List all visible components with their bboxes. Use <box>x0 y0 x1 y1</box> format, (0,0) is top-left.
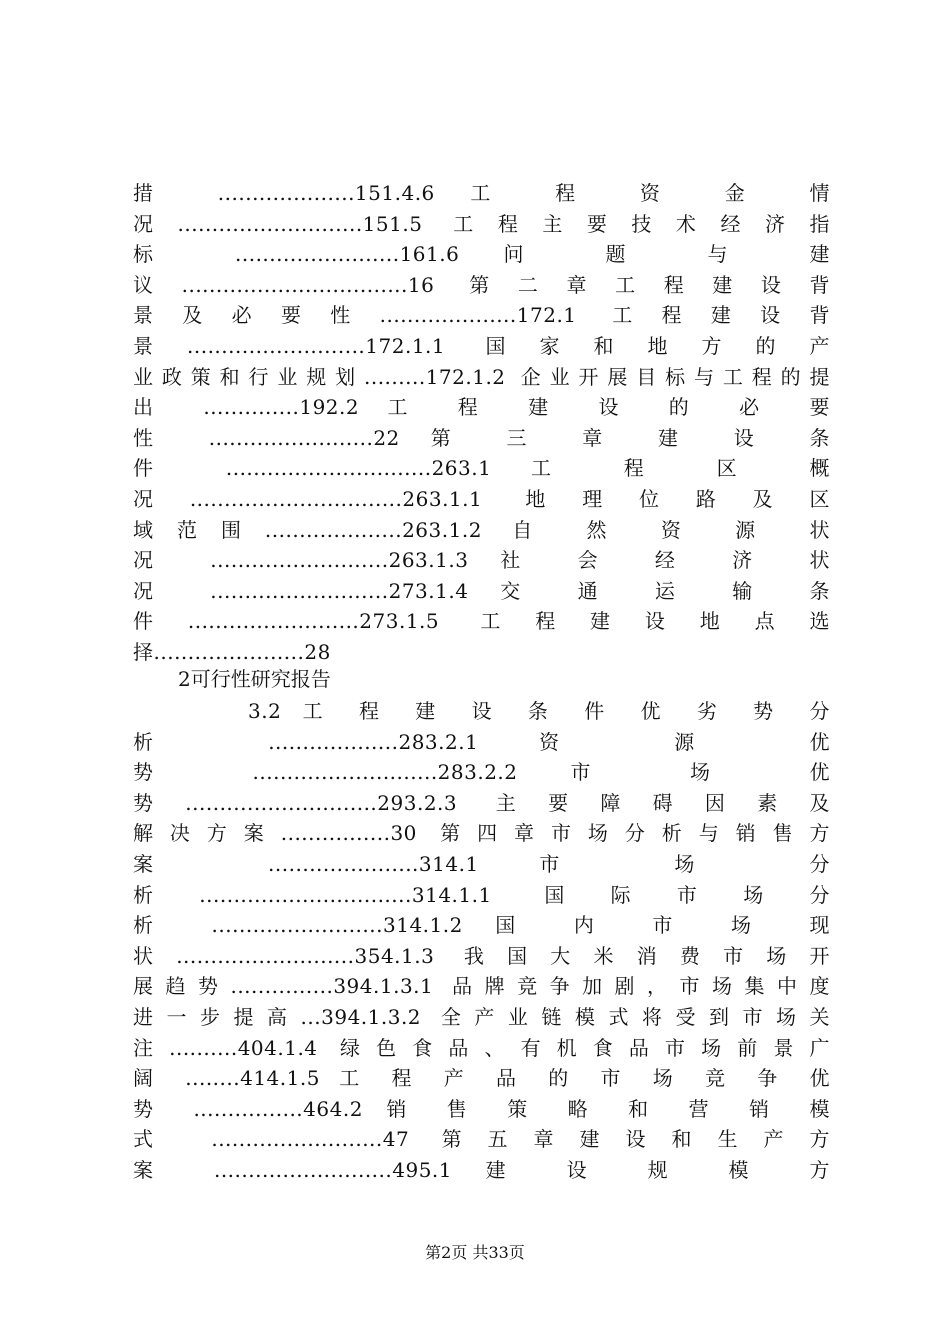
toc-line: 案 ......................314.1 市 场 分 <box>133 851 830 876</box>
toc-line: 景及必要性....................172.1 工程建设背 <box>133 303 830 328</box>
toc-line: 况 ..........................273.1.4 交 通 运 输 条 <box>133 578 830 603</box>
toc-line: 择......................28 <box>133 639 331 664</box>
toc-line: 况...............................263.1.1 地理位路及区 <box>133 486 830 511</box>
toc-line: 析...............................314.1.1 国际市场分 <box>133 882 830 907</box>
toc-block-1 <box>133 178 830 668</box>
toc-block-2 <box>133 696 830 1186</box>
toc-line: 势 ...........................283.2.2 市 场 优 <box>133 760 830 785</box>
toc-line: 措 ....................151.4.6 工 程 资 金 情 <box>133 181 830 205</box>
toc-line: 势............................293.2.3 主要障碍因素及 <box>133 790 830 815</box>
toc-line: 析 ...................283.2.1 资 源 优 <box>133 729 830 754</box>
toc-line: 景..........................172.1.1 国家和地方的产 <box>133 333 830 358</box>
toc-line: 状..........................354.1.3 我国大米消费市场开 <box>133 943 830 968</box>
toc-line: 况...........................151.5 工程主要技术经济指 <box>133 211 830 236</box>
page-footer: 第2页 共33页 <box>425 1243 525 1262</box>
toc-line: 式 .........................47 第五章建设和生产方 <box>133 1127 830 1152</box>
toc-line: 案 ..........................495.1 建 设 规 模 方 <box>133 1157 830 1182</box>
toc-line: 件.........................273.1.5 工程建设地点选 <box>133 609 830 634</box>
toc-line: 解决方案................30 第四章市场分析与销售方 <box>133 821 830 846</box>
section-subtitle: 2可行性研究报告 <box>178 667 331 691</box>
toc-line: 件 ..............................263.1 工 程 区 概 <box>133 456 830 481</box>
toc-line: 性 ........................22 第 三 章 建 设 条 <box>133 425 830 450</box>
toc-line: 势 ................464.2 销 售 策 略 和 营 销 模 <box>133 1096 830 1121</box>
toc-line: 3.2 工 程 建 设 条 件 优 劣 势 分 <box>248 699 830 723</box>
toc-line: 业政策和行业规划.........172.1.2 企业开展目标与工程的提 <box>133 364 830 389</box>
toc-line: 况 ..........................263.1.3 社 会 经 济 状 <box>133 548 830 573</box>
toc-line: 注..........404.1.4 绿色食品、有机食品市场前景广 <box>133 1035 830 1060</box>
toc-line: 标 ........................161.6 问 题 与 建 <box>133 242 830 267</box>
toc-line: 议.................................16 第二章工程建设背 <box>133 272 830 297</box>
toc-line: 域范围....................263.1.2 自 然 资 源 状 <box>133 517 830 542</box>
toc-line: 析 .........................314.1.2 国 内 市 场 现 <box>133 913 830 938</box>
toc-line: 进一步提高...394.1.3.2 全产业链模式将受到市场关 <box>133 1004 830 1029</box>
toc-line: 出 ..............192.2 工 程 建 设 的 必 要 <box>133 395 830 420</box>
toc-line: 展趋势...............394.1.3.1 品牌竞争加剧，市场集中度 <box>133 974 830 999</box>
toc-line: 阔 ........414.1.5 工 程 产 品 的 市 场 竞 争 优 <box>133 1066 830 1091</box>
